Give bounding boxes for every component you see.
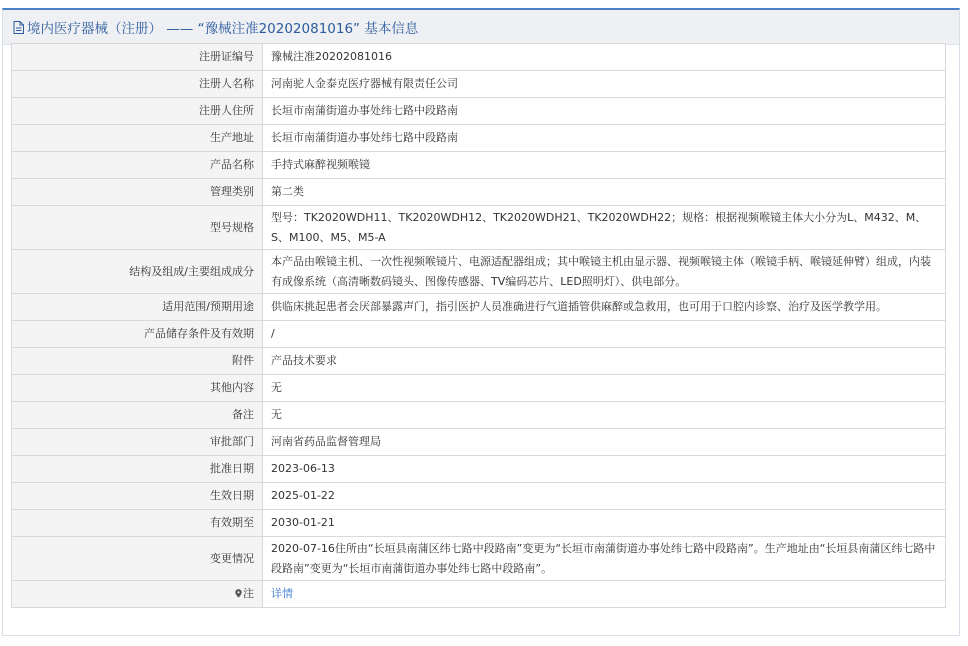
field-label: 结构及组成/主要组成成分 [12,250,263,294]
field-label: 产品储存条件及有效期 [12,321,263,348]
table-row [12,152,946,179]
table-row [12,510,946,537]
field-value: 2030-01-21 [263,510,946,537]
table-row [12,402,946,429]
detail-table [11,43,946,608]
field-value: 河南省药品监督管理局 [263,429,946,456]
field-value: 无 [263,402,946,429]
field-value: 产品技术要求 [263,348,946,375]
table-row [12,44,946,71]
field-value: 型号：TK2020WDH11、TK2020WDH12、TK2020WDH21、TK2020WDH22；规格：根据视频喉镜主体大小分为L、M432、M、S、M100、M5、M5-A [263,206,946,250]
table-row [12,456,946,483]
field-value: 2025-01-22 [263,483,946,510]
field-label: 生效日期 [12,483,263,510]
page-title: 境内医疗器械（注册） —— “豫械注准20202081016” 基本信息 [27,21,419,37]
table-row [12,71,946,98]
field-value: 2023-06-13 [263,456,946,483]
field-value: 本产品由喉镜主机、一次性视频喉镜片、电源适配器组成；其中喉镜主机由显示器、视频喉镜主体（喉镜手柄、喉镜延伸臂）组成，内装有成像系统（高清晰数码镜头、图像传感器、TV编码芯片、LED照明灯）、供电部分。 [263,250,946,294]
table-row [12,537,946,581]
note-label-cell [12,581,263,608]
field-value: 长垣市南蒲街道办事处纬七路中段路南 [263,125,946,152]
document-icon [13,21,24,34]
field-label: 注册人住所 [12,98,263,125]
field-label: 批准日期 [12,456,263,483]
field-value: 第二类 [263,179,946,206]
note-label: 注 [243,587,254,600]
field-value: 豫械注准20202081016 [263,44,946,71]
field-label: 备注 [12,402,263,429]
field-label: 审批部门 [12,429,263,456]
table-row [12,179,946,206]
table-row-note [12,581,946,608]
table-row [12,125,946,152]
table-row [12,294,946,321]
field-label: 注册人名称 [12,71,263,98]
field-label: 其他内容 [12,375,263,402]
field-label: 适用范围/预期用途 [12,294,263,321]
table-row [12,429,946,456]
field-label: 型号规格 [12,206,263,250]
table-row [12,98,946,125]
panel-header [3,10,959,45]
table-row [12,375,946,402]
field-label: 有效期至 [12,510,263,537]
table-row [12,483,946,510]
table-row [12,250,946,294]
table-row [12,348,946,375]
field-label: 变更情况 [12,537,263,581]
field-value: 河南驼人金泰克医疗器械有限责任公司 [263,71,946,98]
field-label: 产品名称 [12,152,263,179]
field-value: 长垣市南蒲街道办事处纬七路中段路南 [263,98,946,125]
field-label: 注册证编号 [12,44,263,71]
field-label: 附件 [12,348,263,375]
table-row [12,321,946,348]
table-row [12,206,946,250]
field-label: 管理类别 [12,179,263,206]
field-value: 供临床挑起患者会厌部暴露声门，指引医护人员准确进行气道插管供麻醉或急救用，也可用于口腔内诊察、治疗及医学教学用。 [263,294,946,321]
field-label: 生产地址 [12,125,263,152]
field-value: 2020-07-16住所由“长垣县南蒲区纬七路中段路南”变更为“长垣市南蒲街道办事处纬七路中段路南”。生产地址由“长垣县南蒲区纬七路中段路南”变更为“长垣市南蒲街道办事处纬七路中段路南”。 [263,537,946,581]
field-value: 无 [263,375,946,402]
field-value: 手持式麻醉视频喉镜 [263,152,946,179]
map-pin-icon [235,589,242,598]
note-value-cell [263,581,946,608]
field-value: / [263,321,946,348]
details-link[interactable]: 详情 [271,587,293,600]
